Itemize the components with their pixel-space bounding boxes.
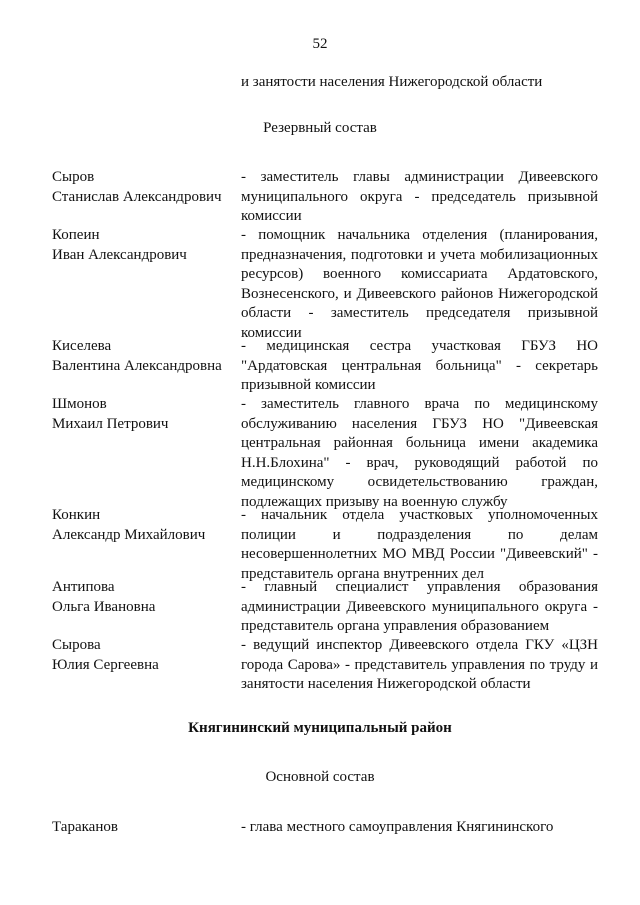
- main-heading: Основной состав: [265, 769, 375, 785]
- member-role: - главный специалист управления образования администрации Дивеевского муниципального округа - представитель органа управления образованием: [241, 579, 598, 634]
- member-surname: Сырова: [52, 637, 101, 653]
- member-given-names: Александр Михайлович: [52, 526, 206, 543]
- member-name: [52, 818, 232, 838]
- member-role: - начальник отдела участковых уполномоченных полиции и подразделения по делам несовершеннолетних МО МВД России "Дивеевский" - представитель органа внутренних дел: [241, 507, 598, 582]
- member-given-names: Валентина Александровна: [52, 357, 222, 374]
- member-role: - заместитель главы администрации Дивеевского муниципального округа - председатель призывной комиссии: [241, 169, 598, 224]
- member-surname: Тараканов: [52, 819, 118, 835]
- member-role: - помощник начальника отделения (планирования, предназначения, подготовки и учета мобилизационных ресурсов) военного комиссариата Ардатовского, Вознесенского, и Дивеевского районов Нижегородской области - заместитель председателя призывной комиссии: [241, 227, 598, 341]
- page-number: 52: [312, 36, 328, 52]
- member-surname: Шмонов: [52, 396, 107, 412]
- member-name: [52, 578, 232, 617]
- member-given-names: Юлия Сергеевна: [52, 656, 159, 673]
- member-name: [52, 226, 232, 265]
- member-name: [52, 395, 232, 434]
- member-role: - медицинская сестра участковая ГБУЗ НО "Ардатовская центральная больница" - секретарь призывной комиссии: [241, 338, 598, 393]
- member-given-names: Иван Александрович: [52, 246, 187, 263]
- member-surname: Копеин: [52, 227, 100, 243]
- member-name: [52, 168, 232, 207]
- member-surname: Киселева: [52, 338, 112, 354]
- member-given-names: Станислав Александрович: [52, 188, 222, 205]
- member-surname: Антипова: [52, 579, 115, 595]
- member-given-names: Михаил Петрович: [52, 415, 169, 432]
- member-role: - заместитель главного врача по медицинскому обслуживанию населения ГБУЗ НО "Дивеевская центральная районная больница имени академика Н.Н.Блохина" - врач, руководящий работой по медицинскому освидетельствованию граждан, подлежащих призыву на военную службу: [241, 396, 598, 510]
- member-surname: Сыров: [52, 169, 95, 185]
- district-heading: Княгининский муниципальный район: [188, 720, 452, 736]
- member-role: - ведущий инспектор Дивеевского отдела ГКУ «ЦЗН города Сарова» - представитель управления по труду и занятости населения Нижегородской области: [241, 637, 598, 692]
- reserve-heading: Резервный состав: [263, 120, 377, 136]
- member-name: [52, 337, 232, 376]
- continuation-line: и занятости населения Нижегородской области: [241, 74, 543, 90]
- member-role: - глава местного самоуправления Княгининского: [241, 819, 554, 835]
- member-name: [52, 636, 232, 675]
- member-surname: Конкин: [52, 507, 101, 523]
- member-name: [52, 506, 232, 545]
- member-given-names: Ольга Ивановна: [52, 598, 156, 615]
